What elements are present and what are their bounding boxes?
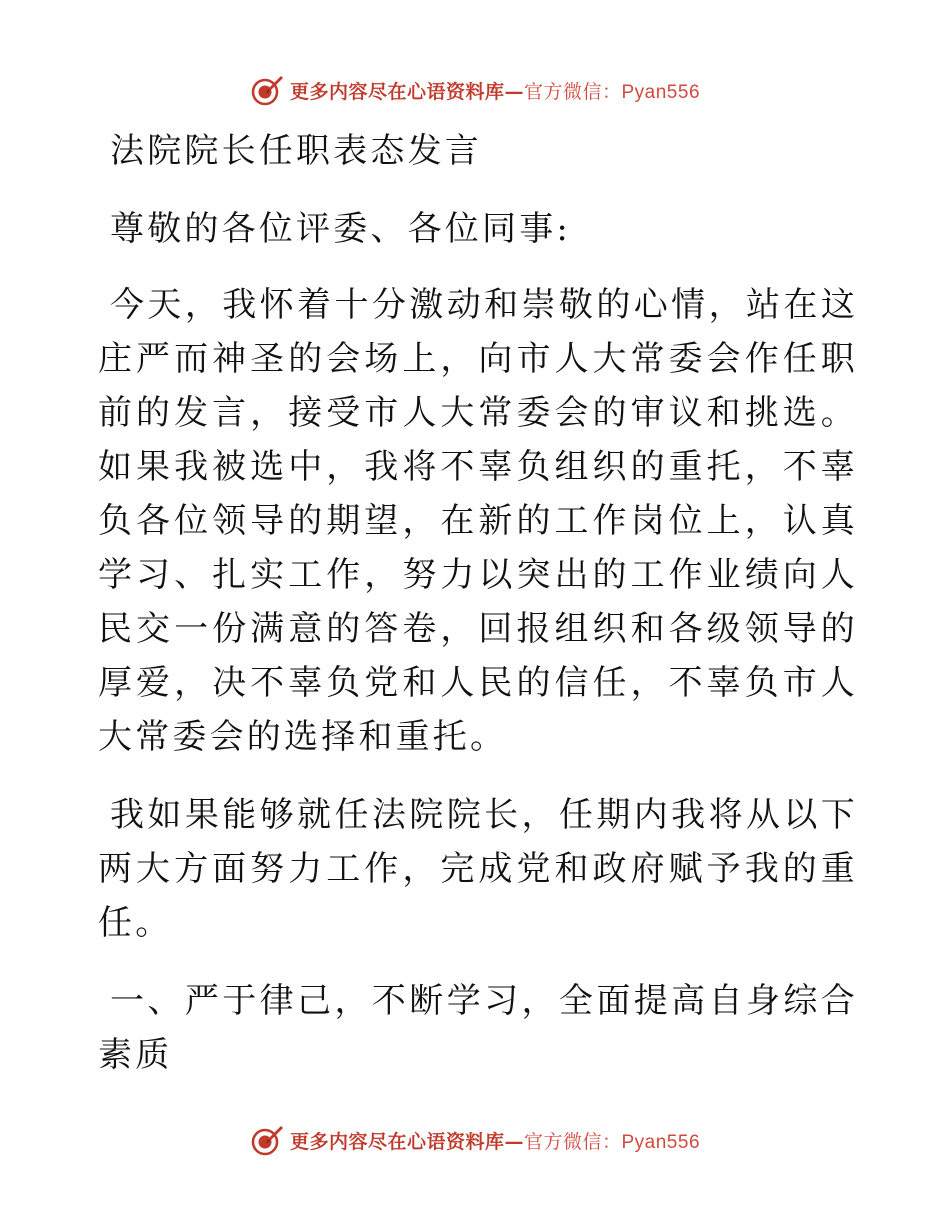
section-heading-1: 一、严于律己，不断学习，全面提高自身综合素质 [98, 981, 858, 1075]
footer-watermark-banner [0, 1120, 950, 1160]
banner-main-text: 更多内容尽在心语资料库 [289, 80, 505, 103]
salutation: 尊敬的各位评委、各位同事: [110, 209, 572, 249]
banner-wechat-text: 官方微信：Pyan556 [524, 81, 701, 103]
banner-dash: — [504, 80, 524, 103]
pen-logo-icon [250, 1123, 284, 1157]
banner-text [290, 77, 700, 104]
pen-logo-icon [250, 73, 284, 107]
document-body [98, 120, 858, 1082]
paragraph-2: 我如果能够就任法院院长，任期内我将从以下两大方面努力工作，完成党和政府赋予我的重任。 [98, 795, 858, 943]
header-watermark-banner [0, 70, 950, 110]
footer-banner-dash: — [504, 1130, 524, 1153]
document-title: 法院院长任职表态发言 [110, 131, 482, 171]
footer-banner-main-text: 更多内容尽在心语资料库 [289, 1130, 505, 1153]
footer-banner-text [290, 1127, 700, 1154]
paragraph-1: 今天，我怀着十分激动和崇敬的心情，站在这庄严而神圣的会场上，向市人大常委会作任职前的发言，接受市人大常委会的审议和挑选。如果我被选中，我将不辜负组织的重托，不辜负各位领导的期望，在新的工作岗位上，认真学习、扎实工作，努力以突出的工作业绩向人民交一份满意的答卷，回报组织和各级领导的厚爱，决不辜负党和人民的信任，不辜负市人大常委会的选择和重托。 [98, 285, 858, 757]
footer-banner-wechat-text: 官方微信：Pyan556 [524, 1131, 701, 1153]
